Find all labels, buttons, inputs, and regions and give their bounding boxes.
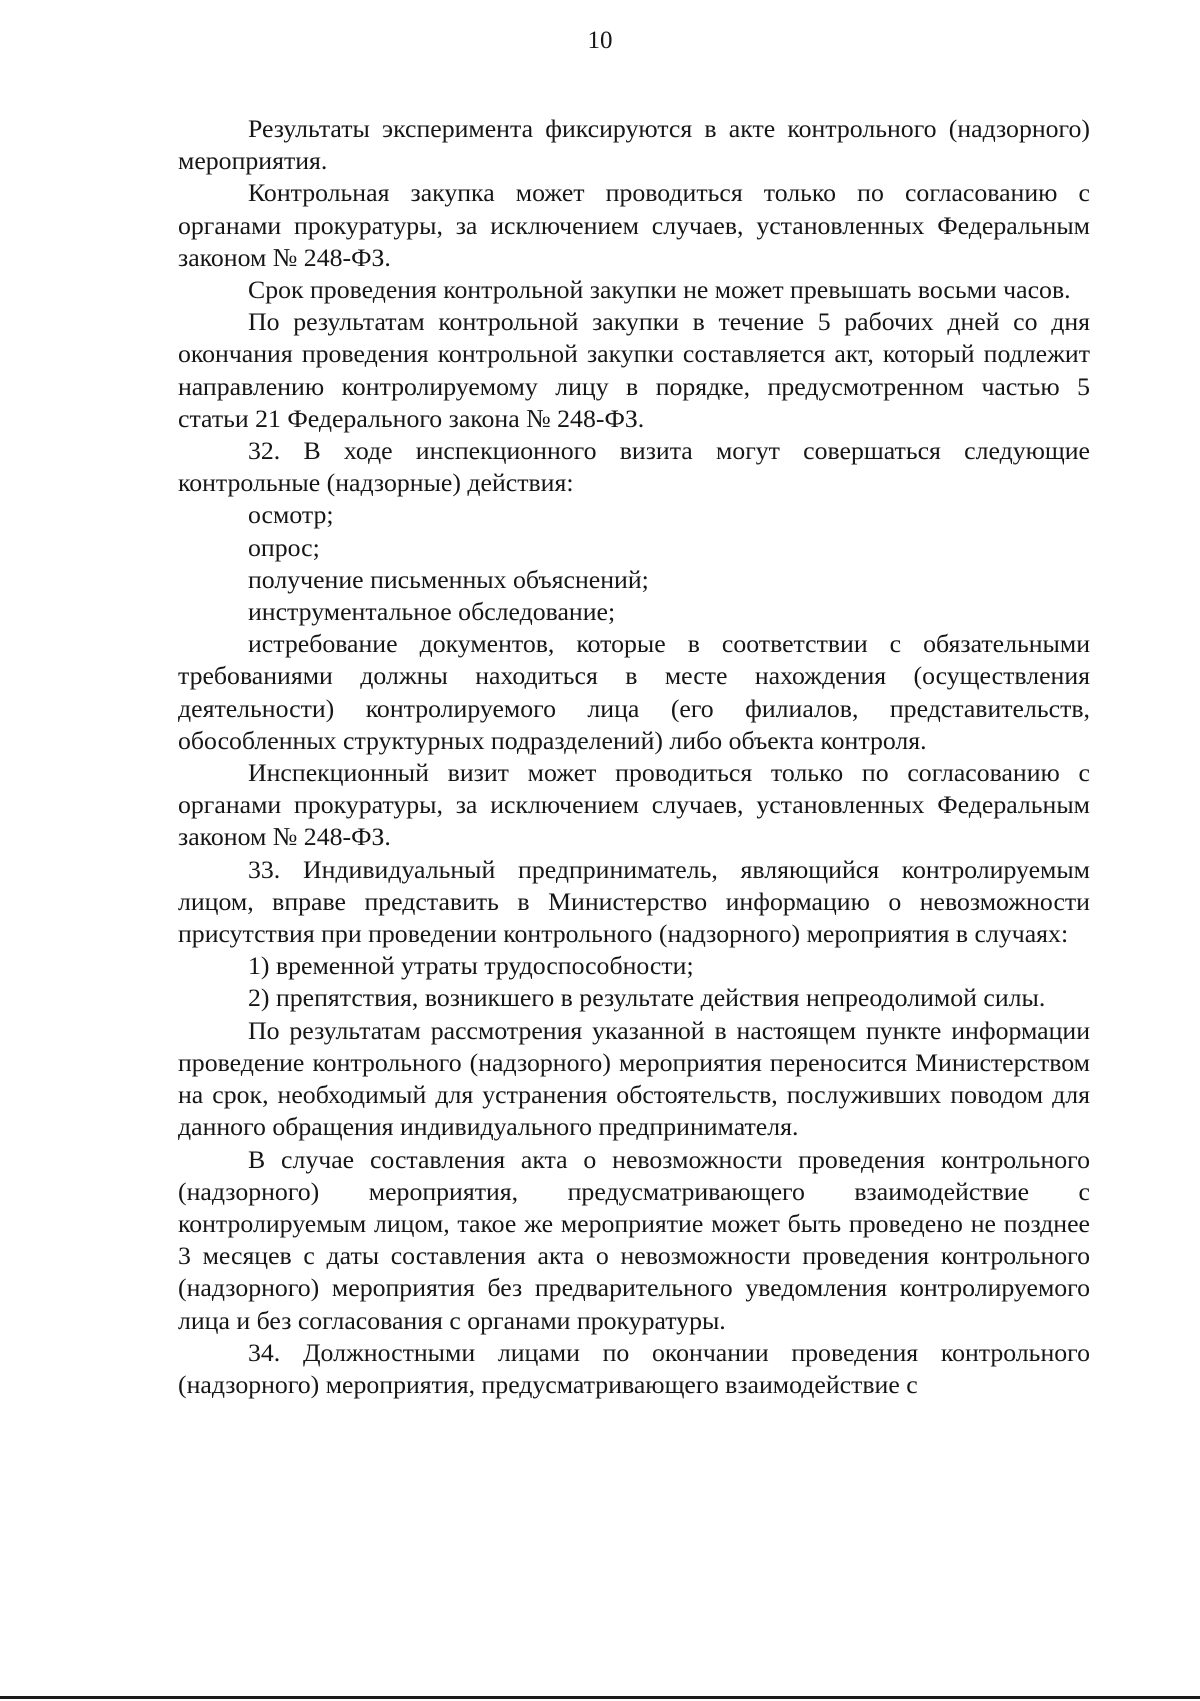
paragraph-control-purchase-duration: Срок проведения контрольной закупки не может превышать восьми часов. <box>248 275 1071 305</box>
paragraph-control-purchase-approval: Контрольная закупка может проводиться только по согласованию с органами прокуратуры, за исключением случаев, установленных Федеральным законом № 248-ФЗ. <box>178 178 1090 272</box>
paragraph-postponement: По результатам рассмотрения указанной в настоящем пункте информации проведение контрольного (надзорного) мероприятия переносится Министерством на срок, необходимый для устранения обстоятельств, послуживших поводом для данного обращения индивидуального предпринимателя. <box>178 1015 1090 1142</box>
list-item-force-majeure: 2) препятствия, возникшего в результате действия непреодолимой силы. <box>248 983 1046 1013</box>
paragraph-impossibility-act: В случае составления акта о невозможности проведения контрольного (надзорного) мероприятия, предусматривающего взаимодействие с контролируемым лицом, такое же мероприятие может быть проведено не позднее 3 месяцев с даты составления акта о невозможности проведения контрольного (надзорного) мероприятия без предварительного уведомления контролируемого лица и без согласования с органами прокуратуры. <box>178 1144 1090 1335</box>
list-item-instrumental-examination: инструментальное обследование; <box>248 597 616 627</box>
paragraph-control-purchase-act: По результатам контрольной закупки в течение 5 рабочих дней со дня окончания проведения контрольной закупки составляется акт, который подлежит направлению контролируемому лицу в порядке, предусмотренном частью 5 статьи 21 Федерального закона № 248-ФЗ. <box>178 307 1090 433</box>
list-item-written-explanations: получение письменных объяснений; <box>248 564 649 594</box>
paragraph-inspection-visit-approval: Инспекционный визит может проводиться только по согласованию с органами прокуратуры, за исключением случаев, установленных Федеральным законом № 248-ФЗ. <box>178 758 1090 852</box>
paragraph-experiment-results: Результаты эксперимента фиксируются в акте контрольного (надзорного) мероприятия. <box>178 114 1090 176</box>
list-item-survey: опрос; <box>248 532 320 562</box>
bottom-border-line <box>0 1696 1200 1699</box>
list-item-inspection: осмотр; <box>248 500 334 530</box>
paragraph-item-33: 33. Индивидуальный предприниматель, являющийся контролируемым лицом, вправе представить в Министерство информацию о невозможности присутствия при проведении контрольного (надзорного) мероприятия в случаях: <box>178 854 1090 949</box>
list-item-document-request: истребование документов, которые в соответствии с обязательными требованиями должны находиться в месте нахождения (осуществления деятельности) контролируемого лица (его филиалов, представительств, обособленных структурных подразделений) либо объекта контроля. <box>178 629 1090 755</box>
page-number: 10 <box>587 27 613 54</box>
document-body <box>178 113 1090 1401</box>
paragraph-item-34: 34. Должностными лицами по окончании проведения контрольного (надзорного) мероприятия, предусматривающего взаимодействие с <box>178 1337 1090 1399</box>
paragraph-item-32: 32. В ходе инспекционного визита могут совершаться следующие контрольные (надзорные) действия: <box>178 436 1090 498</box>
list-item-temporary-disability: 1) временной утраты трудоспособности; <box>248 951 694 981</box>
